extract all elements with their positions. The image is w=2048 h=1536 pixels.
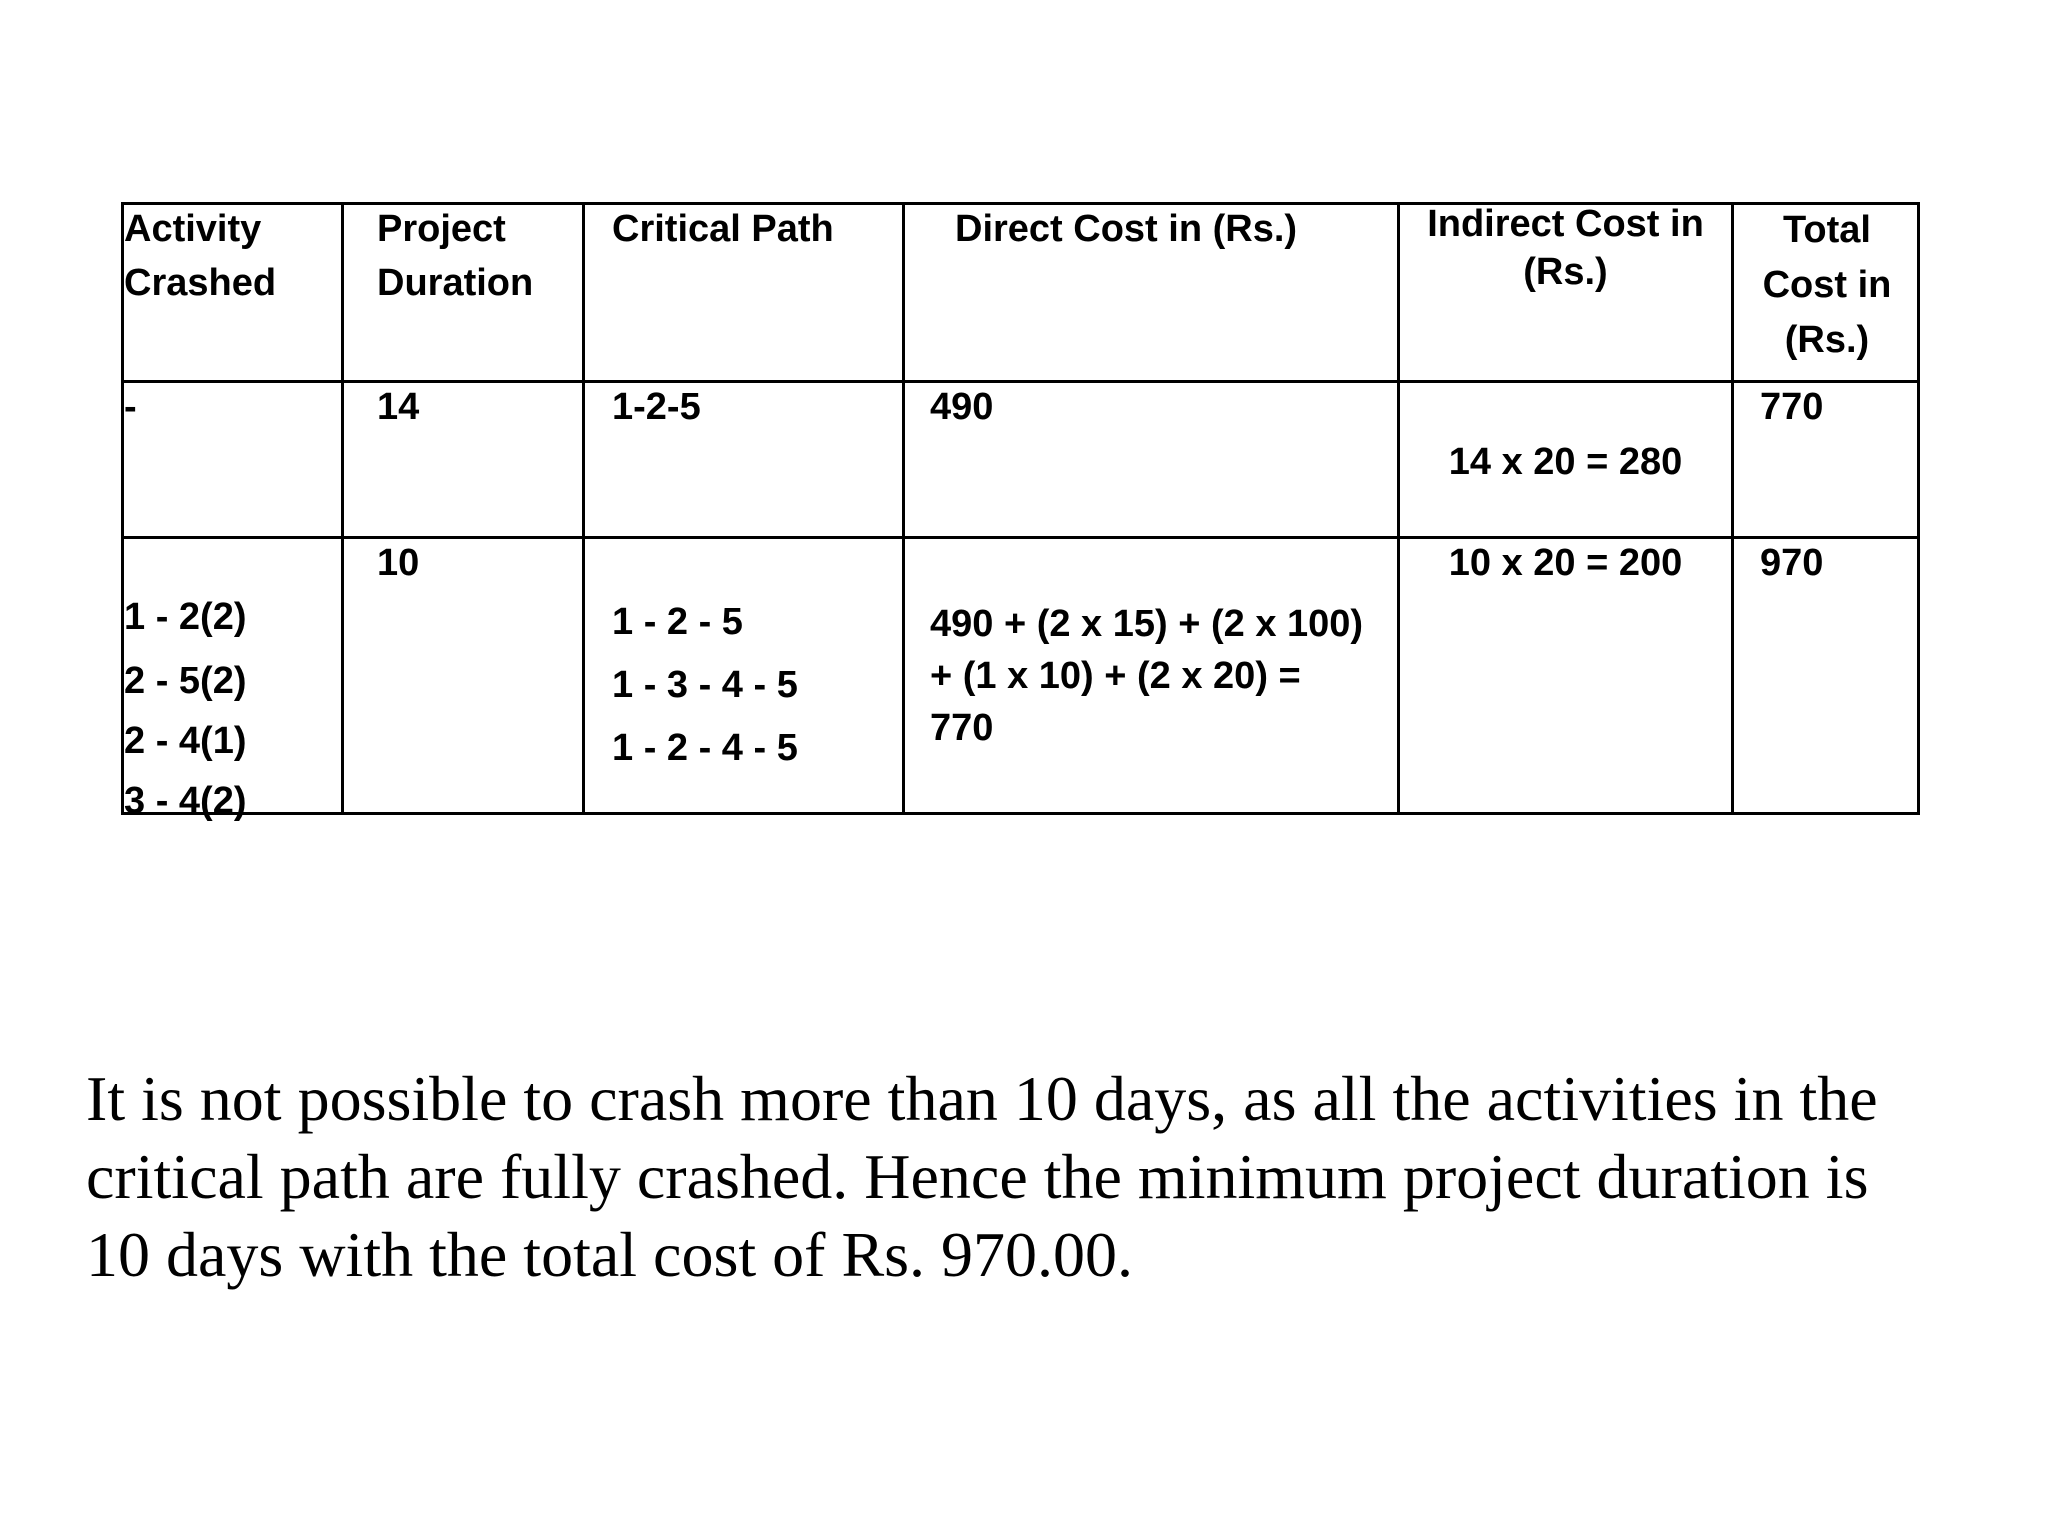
- header-critical-path-line: Critical Path: [612, 208, 834, 250]
- conclusion-line: It is not possible to crash more than 10 days, as all the activities in the: [86, 1063, 1878, 1134]
- header-project-duration-line: Duration: [377, 262, 534, 304]
- col-divider-1: [341, 202, 344, 815]
- row2-direct-cost-line: 770: [930, 707, 994, 749]
- col-divider-3: [902, 202, 905, 815]
- row2-indirect-cost: 10 x 20 = 200: [1448, 542, 1683, 584]
- row1-activity-crashed: [124, 380, 137, 434]
- row2-critical-path: [612, 591, 798, 780]
- header-total-cost-line: Total: [1783, 209, 1871, 251]
- row2-activity-crashed-line: 2 - 5(2): [124, 660, 247, 702]
- col-divider-2: [582, 202, 585, 815]
- conclusion-paragraph: [86, 1060, 1986, 1294]
- header-activity-crashed: [124, 202, 276, 310]
- header-total-cost-line: (Rs.): [1784, 319, 1870, 361]
- row1-direct-cost: [930, 380, 993, 434]
- row2-project-duration: 10: [377, 542, 420, 584]
- row1-project-duration: 14: [377, 386, 420, 428]
- row2-direct-cost: [930, 598, 1363, 754]
- row2-direct-cost-line: 490 + (2 x 15) + (2 x 100): [930, 603, 1364, 645]
- header-project-duration: [377, 202, 533, 310]
- header-direct-cost-line: Direct Cost in (Rs.): [955, 208, 1298, 250]
- row2-activity-crashed-line: 3 - 4(2): [124, 780, 247, 822]
- header-critical-path: [612, 202, 834, 256]
- row2-activity-crashed-line: 2 - 4(1): [124, 720, 247, 762]
- header-project-duration-line: Project: [377, 208, 506, 250]
- row1-total-cost: 770: [1760, 386, 1824, 428]
- header-activity-crashed-line: Activity: [124, 208, 262, 250]
- row2-critical-path-line: 1 - 2 - 4 - 5: [612, 727, 798, 769]
- row1-critical-path: [612, 380, 701, 434]
- header-indirect-cost-line: (Rs.): [1523, 251, 1608, 293]
- row2-activity-crashed: [124, 587, 246, 831]
- header-indirect-cost-line: Indirect Cost in: [1427, 203, 1704, 245]
- row1-direct-cost-line: 490: [930, 386, 994, 428]
- row1-critical-path-line: 1-2-5: [612, 386, 701, 428]
- row2-direct-cost-line: + (1 x 10) + (2 x 20) =: [930, 655, 1301, 697]
- header-total-cost-line: Cost in: [1762, 264, 1892, 306]
- header-direct-cost: [955, 202, 1297, 256]
- header-total-cost: [1734, 203, 1920, 368]
- header-indirect-cost: [1400, 200, 1731, 296]
- row2-critical-path-line: 1 - 3 - 4 - 5: [612, 664, 798, 706]
- conclusion-line: 10 days with the total cost of Rs. 970.00.: [86, 1219, 1134, 1290]
- row2-total-cost: 970: [1760, 542, 1824, 584]
- header-activity-crashed-line: Crashed: [124, 262, 277, 304]
- row2-critical-path-line: 1 - 2 - 5: [612, 601, 743, 643]
- row1-activity-crashed-line: -: [124, 386, 137, 428]
- row2-activity-crashed-line: 1 - 2(2): [124, 596, 247, 638]
- row1-indirect-cost: 14 x 20 = 280: [1448, 441, 1683, 483]
- conclusion-line: critical path are fully crashed. Hence the minimum project duration is: [86, 1141, 1869, 1212]
